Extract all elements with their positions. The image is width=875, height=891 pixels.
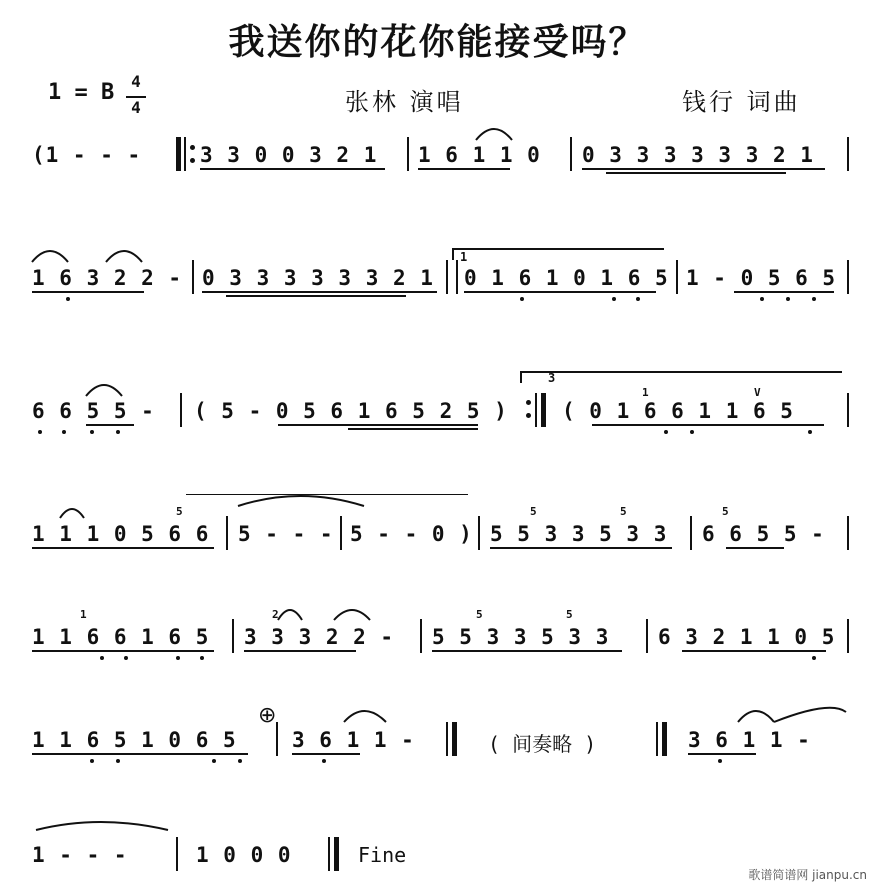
underline [278,424,478,426]
barline [328,837,330,871]
barline [276,722,278,756]
low-octave-dot [100,656,104,660]
barline [420,619,422,653]
performer-credit: 张林 演唱 [345,88,464,116]
repeat-dot [526,413,531,418]
measure-notes: 1 6 1 1 0 [418,143,541,167]
measure-notes: 1 1 1 0 5 6 6 [32,522,210,546]
measure-notes: 3 3 3 2 2 - [244,625,395,649]
time-signature-top: 4 [131,72,141,91]
underline [202,291,437,293]
barline [690,516,692,550]
underline [32,547,214,549]
double-underline [606,172,786,174]
barline [646,619,648,653]
tie [238,496,364,506]
low-octave-dot [62,430,66,434]
slur [106,251,142,262]
barline [847,137,849,171]
low-octave-dot [116,759,120,763]
double-underline [226,295,406,297]
measure-notes: 5 5 3 3 5 3 3 [490,522,668,546]
barline [176,837,178,871]
grace-note: 5 [722,505,729,518]
measure-notes: 5 - - - [238,522,334,546]
volta-number: 1 [460,250,468,264]
low-octave-dot [176,656,180,660]
underline [200,168,385,170]
underline [464,291,656,293]
final-barline [452,722,457,756]
grace-note: 1 [642,386,649,399]
low-octave-dot [200,656,204,660]
barline [847,260,849,294]
repeat-dot [190,158,195,163]
measure-notes: 0 3 3 3 3 3 3 2 1 [202,266,434,290]
measure-notes: 3 3 0 0 3 2 1 [200,143,378,167]
underline [32,291,144,293]
low-octave-dot [612,297,616,301]
underline [688,753,756,755]
low-octave-dot [238,759,242,763]
low-octave-dot [812,297,816,301]
grace-note: 2 [272,608,279,621]
measure-notes: 1 - 0 5 6 5 [686,266,837,290]
slur [86,385,122,396]
measure-notes: 1 1 6 5 1 0 6 5 [32,728,237,752]
measure-notes: 0 1 6 1 0 1 6 5 [464,266,669,290]
tie [36,822,168,830]
low-octave-dot [664,430,668,434]
low-octave-dot [786,297,790,301]
barline [847,393,849,427]
measure-notes: 1 1 6 6 1 6 5 [32,625,210,649]
underline [86,424,134,426]
measure-notes: 1 0 0 0 [196,843,292,867]
low-octave-dot [90,430,94,434]
low-octave-dot [718,759,722,763]
measure-notes: 0 3 3 3 3 3 3 2 1 [582,143,814,167]
volta-number: 3 [548,371,556,385]
repeat-end-barline [541,393,546,427]
double-underline [348,428,478,430]
grace-note: 5 [566,608,573,621]
underline [490,547,672,549]
underline [418,168,510,170]
slur [476,129,512,140]
low-octave-dot [66,297,70,301]
grace-note: 5 [530,505,537,518]
measure-notes: 3 6 1 1 - [292,728,415,752]
grace-note: 5 [620,505,627,518]
barline [847,516,849,550]
barline [226,516,228,550]
interlude-omitted: ( 间奏略 ) [488,732,597,756]
measure-notes: 3 6 1 1 - [688,728,811,752]
final-barline [334,837,339,871]
composer-credit: 钱行 词曲 [682,88,801,116]
tie [774,708,846,722]
slur [60,509,84,518]
low-octave-dot [90,759,94,763]
underline [244,650,356,652]
measure-notes: 1 - - - [32,843,128,867]
barline [180,393,182,427]
grace-note: 5 [176,505,183,518]
underline [682,650,826,652]
intro-measure: (1 - - - [32,143,142,167]
barline [232,619,234,653]
underline [432,650,622,652]
low-octave-dot [212,759,216,763]
measure-notes: 6 6 5 5 - [702,522,825,546]
grace-note: 5 [476,608,483,621]
key-signature: 1 = B [48,80,115,105]
repeat-dot [190,145,195,150]
grace-note: 1 [80,608,87,621]
fine-marking: Fine [358,843,407,867]
barline [676,260,678,294]
measure-notes: 6 3 2 1 1 0 5 [658,625,836,649]
low-octave-dot [124,656,128,660]
low-octave-dot [760,297,764,301]
watermark: 歌谱简谱网 jianpu.cn [748,868,867,882]
slur [32,251,68,262]
low-octave-dot [690,430,694,434]
barline [446,260,448,294]
low-octave-dot [38,430,42,434]
barline [535,393,537,427]
barline [478,516,480,550]
underline [726,547,784,549]
slur [344,711,386,722]
section-line [186,494,468,495]
barline [184,137,186,171]
barline [456,260,458,294]
barline [656,722,658,756]
underline [32,753,248,755]
underline [734,291,834,293]
slur [738,711,774,722]
slur [334,610,370,620]
measure-notes: 5 - - 0 ) [350,522,473,546]
song-title: 我送你的花你能接受吗？ [228,22,647,63]
barline [847,619,849,653]
underline [292,753,360,755]
slur [278,610,302,620]
barline [446,722,448,756]
low-octave-dot [808,430,812,434]
measure-notes: 5 5 3 3 5 3 3 [432,625,610,649]
measure-notes: ( 0 1 6 6 1 1 6 5 [562,399,794,423]
barline [340,516,342,550]
volta-bracket [452,248,664,260]
breath-mark: V [754,386,761,399]
underline [32,650,214,652]
low-octave-dot [636,297,640,301]
time-signature-bottom: 4 [131,98,141,117]
barline [570,137,572,171]
coda-sign: ⊕ [258,703,277,728]
low-octave-dot [116,430,120,434]
barline [407,137,409,171]
underline [582,168,825,170]
measure-notes: 6 6 5 5 - [32,399,155,423]
volta-bracket [520,371,842,383]
low-octave-dot [520,297,524,301]
repeat-start-barline [176,137,181,171]
low-octave-dot [322,759,326,763]
underline [592,424,824,426]
interlude-notes: ( 5 - 0 5 6 1 6 5 2 5 ) [194,399,508,423]
measure-notes: 1 6 3 2 2 - [32,266,183,290]
final-barline [662,722,667,756]
low-octave-dot [812,656,816,660]
repeat-dot [526,400,531,405]
barline [192,260,194,294]
